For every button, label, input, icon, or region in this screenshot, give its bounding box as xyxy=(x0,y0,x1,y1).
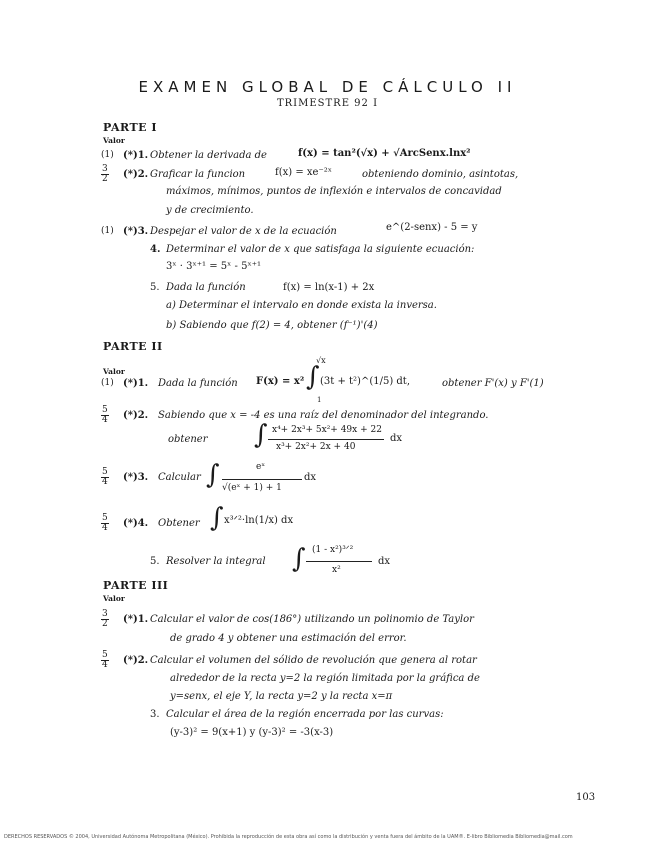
p1q1-expr: f(x) = tan²(√x) + √ArcSenx.lnx² xyxy=(298,148,471,159)
p1q3-mark: (1) xyxy=(101,226,114,236)
p2q3-label: (*)3. xyxy=(123,472,149,483)
p1q2-label: (*)2. xyxy=(123,169,149,180)
page-subtitle: TRIMESTRE 92 I xyxy=(276,98,379,109)
p1q1-text: Obtener la derivada de xyxy=(150,150,267,161)
parte2-heading: PARTE II xyxy=(103,340,163,353)
p2q2-text: Sabiendo que x = -4 es una raíz del denominador del integrando. xyxy=(158,410,489,421)
p1q2-mark: $\frac{3}{2}$ xyxy=(102,164,108,184)
p2q1-label: (*)1. xyxy=(123,378,149,389)
p1q5-label: 5. xyxy=(150,282,160,293)
p1q2-line3: y de crecimiento. xyxy=(166,205,254,216)
p1q5-a: a) Determinar el intervalo en donde exista la inversa. xyxy=(166,300,437,311)
p2q2-denominator: x³+ 2x²+ 2x + 40 xyxy=(276,442,356,452)
p2q3-dx: dx xyxy=(304,472,317,483)
p3q2-line2: alrededor de la recta y=2 la región limitada por la gráfica de xyxy=(170,673,480,684)
p2q4-text: Obtener xyxy=(158,518,200,529)
p3q2-line3: y=senx, el eje Y, la recta y=2 y la recta x=π xyxy=(170,691,393,702)
p2q4-mark: $\frac{5}{4}$ xyxy=(102,513,108,533)
p1q5-b: b) Sabiendo que f(2) = 4, obtener (f⁻¹)'(4) xyxy=(166,320,378,331)
p3q2-label: (*)2. xyxy=(123,655,149,666)
p2q1-upper-limit: √x xyxy=(316,356,326,365)
parte1-valor: Valor xyxy=(103,136,125,145)
p3q2-text: Calcular el volumen del sólido de revolución que genera al rotar xyxy=(150,655,477,666)
p1q5-text: Dada la función xyxy=(166,282,246,293)
parte1-heading: PARTE I xyxy=(103,121,157,134)
p1q2-expr: f(x) = xe⁻²ˣ xyxy=(275,167,332,178)
p2q2-fraction-bar xyxy=(268,439,384,440)
page-number: 103 xyxy=(576,792,596,803)
p2q3-denominator: √(eˣ + 1) + 1 xyxy=(222,483,282,493)
p2q2-obtener: obtener xyxy=(168,434,208,445)
p2q3-text: Calcular xyxy=(158,472,201,483)
copyright-footer: DERECHOS RESERVADOS © 2004, Universidad Autónoma Metropolitana (México). Prohibida la reproducción de esta obra así como la distribución y venta fuera del ámbito de la UAM®. E-libro Bibliomedia Bibliomedia@mail.com xyxy=(4,834,573,840)
p2q1-tail: obtener F'(x) y F'(1) xyxy=(442,378,544,389)
parte3-heading: PARTE III xyxy=(103,579,169,592)
p3q1-mark: $\frac{3}{2}$ xyxy=(102,609,108,629)
p2q5-integral-sign: ∫ xyxy=(292,544,306,574)
p2q2-dx: dx xyxy=(390,433,403,444)
p1q3-expr: e^(2-senx) - 5 = y xyxy=(386,222,478,233)
p2q1-lower-limit: 1 xyxy=(317,396,322,404)
p2q2-numerator: x⁴+ 2x³+ 5x²+ 49x + 22 xyxy=(272,425,382,435)
page-title: EXAMEN GLOBAL DE CÁLCULO II xyxy=(138,78,517,96)
p1q4-label: 4. xyxy=(150,244,161,255)
p1q2-line2: máximos, mínimos, puntos de inflexión e intervalos de concavidad xyxy=(166,186,502,197)
p3q1-line2: de grado 4 y obtener una estimación del error. xyxy=(170,633,407,644)
p1q5-expr: f(x) = ln(x-1) + 2x xyxy=(283,282,375,293)
p2q5-denominator: x² xyxy=(332,565,341,575)
p2q4-expr: x³ᐟ²·ln(1/x) dx xyxy=(224,515,294,526)
p2q5-text: Resolver la integral xyxy=(166,556,266,567)
p1q2-text1: Graficar la funcion xyxy=(150,169,246,180)
p3q3-text: Calcular el área de la región encerrada por las curvas: xyxy=(166,709,444,720)
p1q3-text: Despejar el valor de x de la ecuación xyxy=(150,226,337,237)
p2q1-text: Dada la función xyxy=(158,378,238,389)
p2q5-numerator: (1 - x²)³ᐟ² xyxy=(312,545,354,555)
p3q1-text: Calcular el valor de cos(186°) utilizando un polinomio de Taylor xyxy=(150,614,474,625)
p2q3-fraction-bar xyxy=(222,479,302,480)
p2q5-dx: dx xyxy=(378,556,391,567)
p2q2-label: (*)2. xyxy=(123,410,149,421)
p2q3-mark: $\frac{5}{4}$ xyxy=(102,467,108,487)
p1q4-expr: 3ˣ · 3ˣ⁺¹ = 5ˣ - 5ˣ⁺¹ xyxy=(166,261,261,272)
p2q2-mark: $\frac{5}{4}$ xyxy=(102,405,108,425)
p2q4-label: (*)4. xyxy=(123,518,149,529)
p1q1-label: (*)1. xyxy=(123,150,149,161)
parte2-valor: Valor xyxy=(103,367,125,376)
p3q3-label: 3. xyxy=(150,709,160,720)
p2q5-fraction-bar xyxy=(306,561,372,562)
p3q1-label: (*)1. xyxy=(123,614,149,625)
p2q1-mark: (1) xyxy=(101,378,114,388)
p2q4-integral-sign: ∫ xyxy=(210,503,224,533)
p3q2-mark: $\frac{5}{4}$ xyxy=(102,650,108,670)
p2q1-integral-sign: ∫ xyxy=(306,362,320,392)
parte3-valor: Valor xyxy=(103,594,125,603)
p3q3-expr: (y-3)² = 9(x+1) y (y-3)² = -3(x-3) xyxy=(170,727,334,738)
p1q1-mark: (1) xyxy=(101,150,114,160)
p2q2-integral-sign: ∫ xyxy=(254,420,268,450)
p2q3-numerator: eˣ xyxy=(256,462,266,472)
p2q1-expr: F(x) = x² xyxy=(256,376,305,387)
p1q2-text2: obteniendo dominio, asintotas, xyxy=(362,169,519,180)
p2q5-label: 5. xyxy=(150,556,160,567)
p1q3-label: (*)3. xyxy=(123,226,149,237)
p1q4-text: Determinar el valor de x que satisfaga la siguiente ecuación: xyxy=(166,244,475,255)
p2q1-integrand: (3t + t²)^(1/5) dt, xyxy=(320,376,410,387)
p2q3-integral-sign: ∫ xyxy=(206,460,220,490)
